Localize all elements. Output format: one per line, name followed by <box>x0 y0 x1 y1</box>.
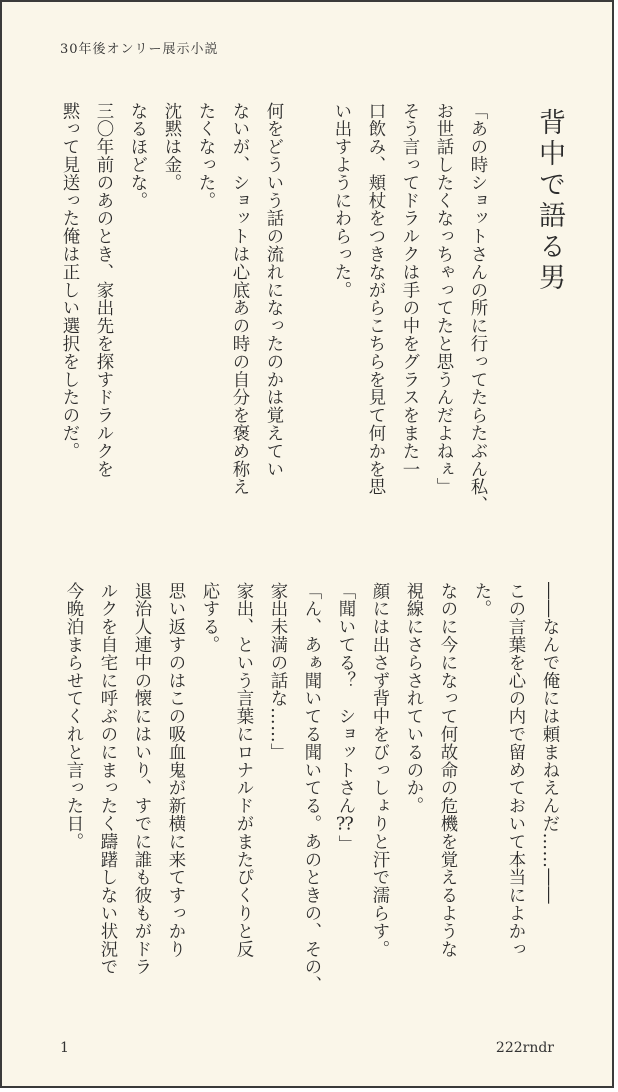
text-line: 顔には出さず背中をびっしょりと汗で濡らす。 <box>369 582 389 958</box>
story-title: 背中で語る男 <box>534 108 565 294</box>
lower-text-block <box>56 582 566 992</box>
text-line: 「ん、あぁ聞いてる聞いてる。あのときの、その、 <box>301 582 321 994</box>
text-line: 応する。 <box>199 582 219 654</box>
text-line: 視線にさらされているのか。 <box>403 582 423 815</box>
page-number: 1 <box>60 1040 69 1056</box>
text-line: この言葉を心の内で留めておいて本当によかっ <box>505 582 525 958</box>
text-line: 三〇年前のあのとき、家出先を探すドラルクを <box>93 102 113 478</box>
text-line: 思い返すのはこの吸血鬼が新横に来てすっかり <box>165 582 185 958</box>
text-line: ないが、ショットは心底あの時の自分を褒め称え <box>229 102 249 496</box>
text-line: 黙って見送った俺は正しい選択をしたのだ。 <box>59 102 79 460</box>
text-line: 何をどういう話の流れになったのかは覚えてい <box>263 102 283 478</box>
text-line: 「聞いてる？ ショットさん⁇」 <box>335 582 355 854</box>
text-line: 今晩泊まらせてくれと言った日。 <box>63 582 83 851</box>
text-line: た。 <box>471 582 491 618</box>
text-line: 口飲み、頬杖をつきながらこちらを見て何かを思 <box>365 102 385 496</box>
text-line: なのに今になって何故命の危機を覚えるような <box>437 582 457 958</box>
text-line: たくなった。 <box>195 102 215 210</box>
text-line: お世話したくなっちゃってたと思うんだよねぇ」 <box>433 102 453 496</box>
running-header: 30年後オンリー展示小説 <box>60 42 219 57</box>
text-line: なるほどな。 <box>127 102 147 210</box>
text-line: 退治人連中の懐にはいり、すでに誰も彼もがドラ <box>131 582 151 976</box>
text-line: 沈黙は金。 <box>161 102 181 192</box>
text-line: 「あの時ショットさんの所に行ってたらたぶん私、 <box>467 102 487 514</box>
text-line: そう言ってドラルクは手の中をグラスをまた一 <box>399 102 419 478</box>
text-line: い出すようにわらった。 <box>331 102 351 299</box>
text-line: 家出、という言葉にロナルドがまたぴくりと反 <box>233 582 253 958</box>
text-line: 家出未満の話な……」 <box>267 582 287 761</box>
text-line: ルクを自宅に呼ぶのにまったく躊躇しない状況で <box>97 582 117 976</box>
paragraph-gap <box>290 102 324 512</box>
author-name: 222rndr <box>495 1040 554 1056</box>
upper-text-block <box>52 102 566 512</box>
text-line: ――なんで俺には頼まねえんだ……―― <box>539 582 559 905</box>
